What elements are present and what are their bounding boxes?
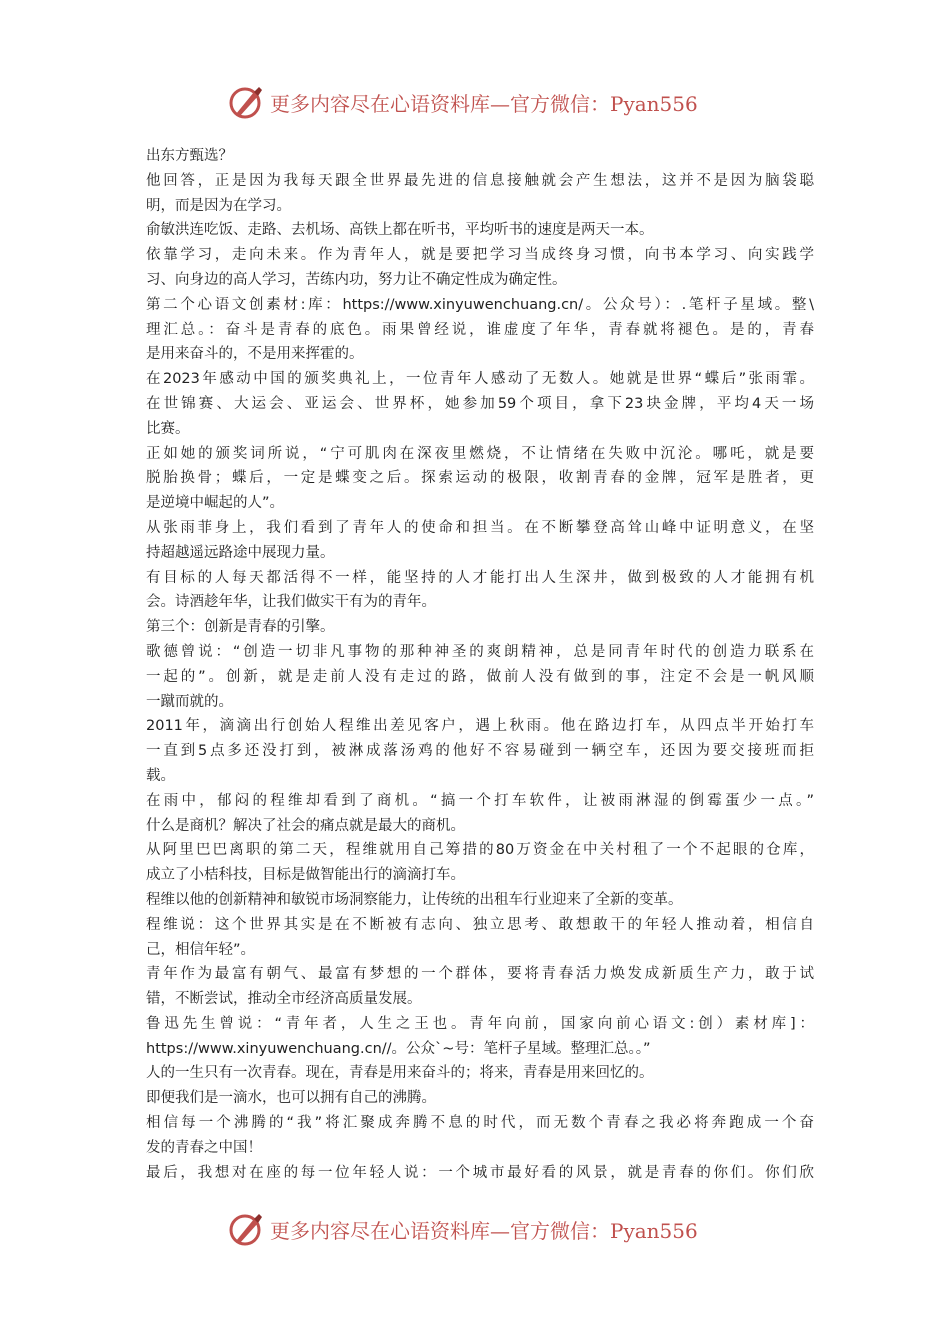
text-line: 在雨中，郁闷的程维却看到了商机。“搞一个打车软件，让被雨淋湿的倒霉蛋少一点。” <box>146 792 814 809</box>
text-line: 载。 <box>146 767 175 784</box>
pen-logo-icon <box>228 1211 264 1247</box>
text-line: 成立了小桔科技，目标是做智能出行的滴滴打车。 <box>146 867 465 884</box>
text-line: 歌德曾说：“创造一切非凡事物的那种神圣的爽朗精神，总是同青年时代的创造力联系在 <box>146 643 814 660</box>
header-banner <box>228 82 748 122</box>
text-line: 他回答，正是因为我每天跟全世界最先进的信息接触就会产生想法，这并不是因为脑袋聪 <box>146 172 814 189</box>
text-line: https://www.xinyuwenchuang.cn//。公众`~号：笔杆子星域。整理汇总。。” <box>146 1040 651 1057</box>
text-line: 是用来奋斗的，不是用来挥霍的。 <box>146 346 364 363</box>
text-line: 一蹴而就的。 <box>146 693 233 710</box>
text-line: 习、向身边的高人学习，苦练内功，努力让不确定性成为确定性。 <box>146 271 567 288</box>
text-line: 青年作为最富有朝气、最富有梦想的一个群体，要将青春活力焕发成新质生产力，敢于试 <box>146 966 814 983</box>
text-line: 人的一生只有一次青春。现在，青春是用来奋斗的；将来，青春是用来回忆的。 <box>146 1065 654 1082</box>
text-line: 会。诗酒趁年华，让我们做实干有为的青年。 <box>146 594 436 611</box>
text-line: 一起的”。创新，就是走前人没有走过的路，做前人没有做到的事，注定不会是一帆风顺 <box>146 668 814 685</box>
text-line: 相信每一个沸腾的“我”将汇聚成奔腾不息的时代，而无数个青春之我必将奔跑成一个奋 <box>146 1115 814 1132</box>
text-line: 己，相信年轻”。 <box>146 941 256 958</box>
text-line: 即便我们是一滴水，也可以拥有自己的沸腾。 <box>146 1090 436 1107</box>
text-line: 在2023年感动中国的颁奖典礼上，一位青年人感动了无数人。她就是世界“蝶后”张雨霏。 <box>146 371 814 388</box>
text-line: 什么是商机？解决了社会的痛点就是最大的商机。 <box>146 817 465 834</box>
text-line: 2011年，滴滴出行创始人程维出差见客户，遇上秋雨。他在路边打车，从四点半开始打车 <box>146 718 814 735</box>
text-line: 一直到5点多还没打到，被淋成落汤鸡的他好不容易碰到一辆空车，还因为要交接班而拒 <box>146 743 814 760</box>
text-line: 程维以他的创新精神和敏锐市场洞察能力，让传统的出租车行业迎来了全新的变革。 <box>146 891 683 908</box>
pen-logo-icon <box>228 84 264 120</box>
footer-banner <box>228 1209 748 1249</box>
text-line: 从阿里巴巴离职的第二天，程维就用自己筹措的80万资金在中关村租了一个不起眼的仓库， <box>146 842 814 859</box>
text-line: 理汇总。：奋斗是青春的底色。雨果曾经说，谁虚度了年华，青春就将褪色。是的，青春 <box>146 321 814 338</box>
text-line: 正如她的颁奖词所说，“宁可肌肉在深夜里燃烧，不让情绪在失败中沉沦。哪吒，就是要 <box>146 445 814 462</box>
text-line: 俞敏洪连吃饭、走路、去机场、高铁上都在听书，平均听书的速度是两天一本。 <box>146 222 654 239</box>
text-line: 最后，我想对在座的每一位年轻人说：一个城市最好看的风景，就是青春的你们。你们欣 <box>146 1164 814 1181</box>
text-line: 错，不断尝试，推动全市经济高质量发展。 <box>146 991 422 1008</box>
document-body <box>146 144 814 1185</box>
text-line: 第二个心语文创素材:库：https://www.xinyuwenchuang.cn/。公众号）：.笔杆子星域。整\ <box>146 296 814 313</box>
text-line: 有目标的人每天都活得不一样，能坚持的人才能打出人生深井，做到极致的人才能拥有机 <box>146 569 814 586</box>
text-line: 鲁迅先生曾说：“青年者，人生之王也。青年向前，国家向前心语文:创）素材库]： <box>146 1015 814 1032</box>
header-banner-text: 更多内容尽在心语资料库—官方微信：Pyan556 <box>270 91 698 116</box>
footer-banner-text: 更多内容尽在心语资料库—官方微信：Pyan556 <box>270 1218 698 1243</box>
text-line: 第三个：创新是青春的引擎。 <box>146 619 335 636</box>
text-line: 明，而是因为在学习。 <box>146 197 291 214</box>
text-line: 从张雨菲身上，我们看到了青年人的使命和担当。在不断攀登高耸山峰中证明意义，在坚 <box>146 519 814 536</box>
text-line: 脱胎换骨；蝶后，一定是蝶变之后。探索运动的极限，收割青春的金牌，冠军是胜者，更 <box>146 470 814 487</box>
text-line: 出东方甄选？ <box>146 148 233 164</box>
text-line: 持超越遥远路途中展现力量。 <box>146 544 335 561</box>
text-line: 是逆境中崛起的人”。 <box>146 495 285 512</box>
text-line: 在世锦赛、大运会、亚运会、世界杯，她参加59个项目，拿下23块金牌，平均4天一场 <box>146 395 814 412</box>
text-line: 比赛。 <box>146 420 190 437</box>
text-line: 程维说：这个世界其实是在不断被有志向、独立思考、敢想敢干的年轻人推动着，相信自 <box>146 916 814 933</box>
text-line: 发的青春之中国！ <box>146 1139 262 1156</box>
text-line: 依靠学习，走向未来。作为青年人，就是要把学习当成终身习惯，向书本学习、向实践学 <box>146 247 814 264</box>
